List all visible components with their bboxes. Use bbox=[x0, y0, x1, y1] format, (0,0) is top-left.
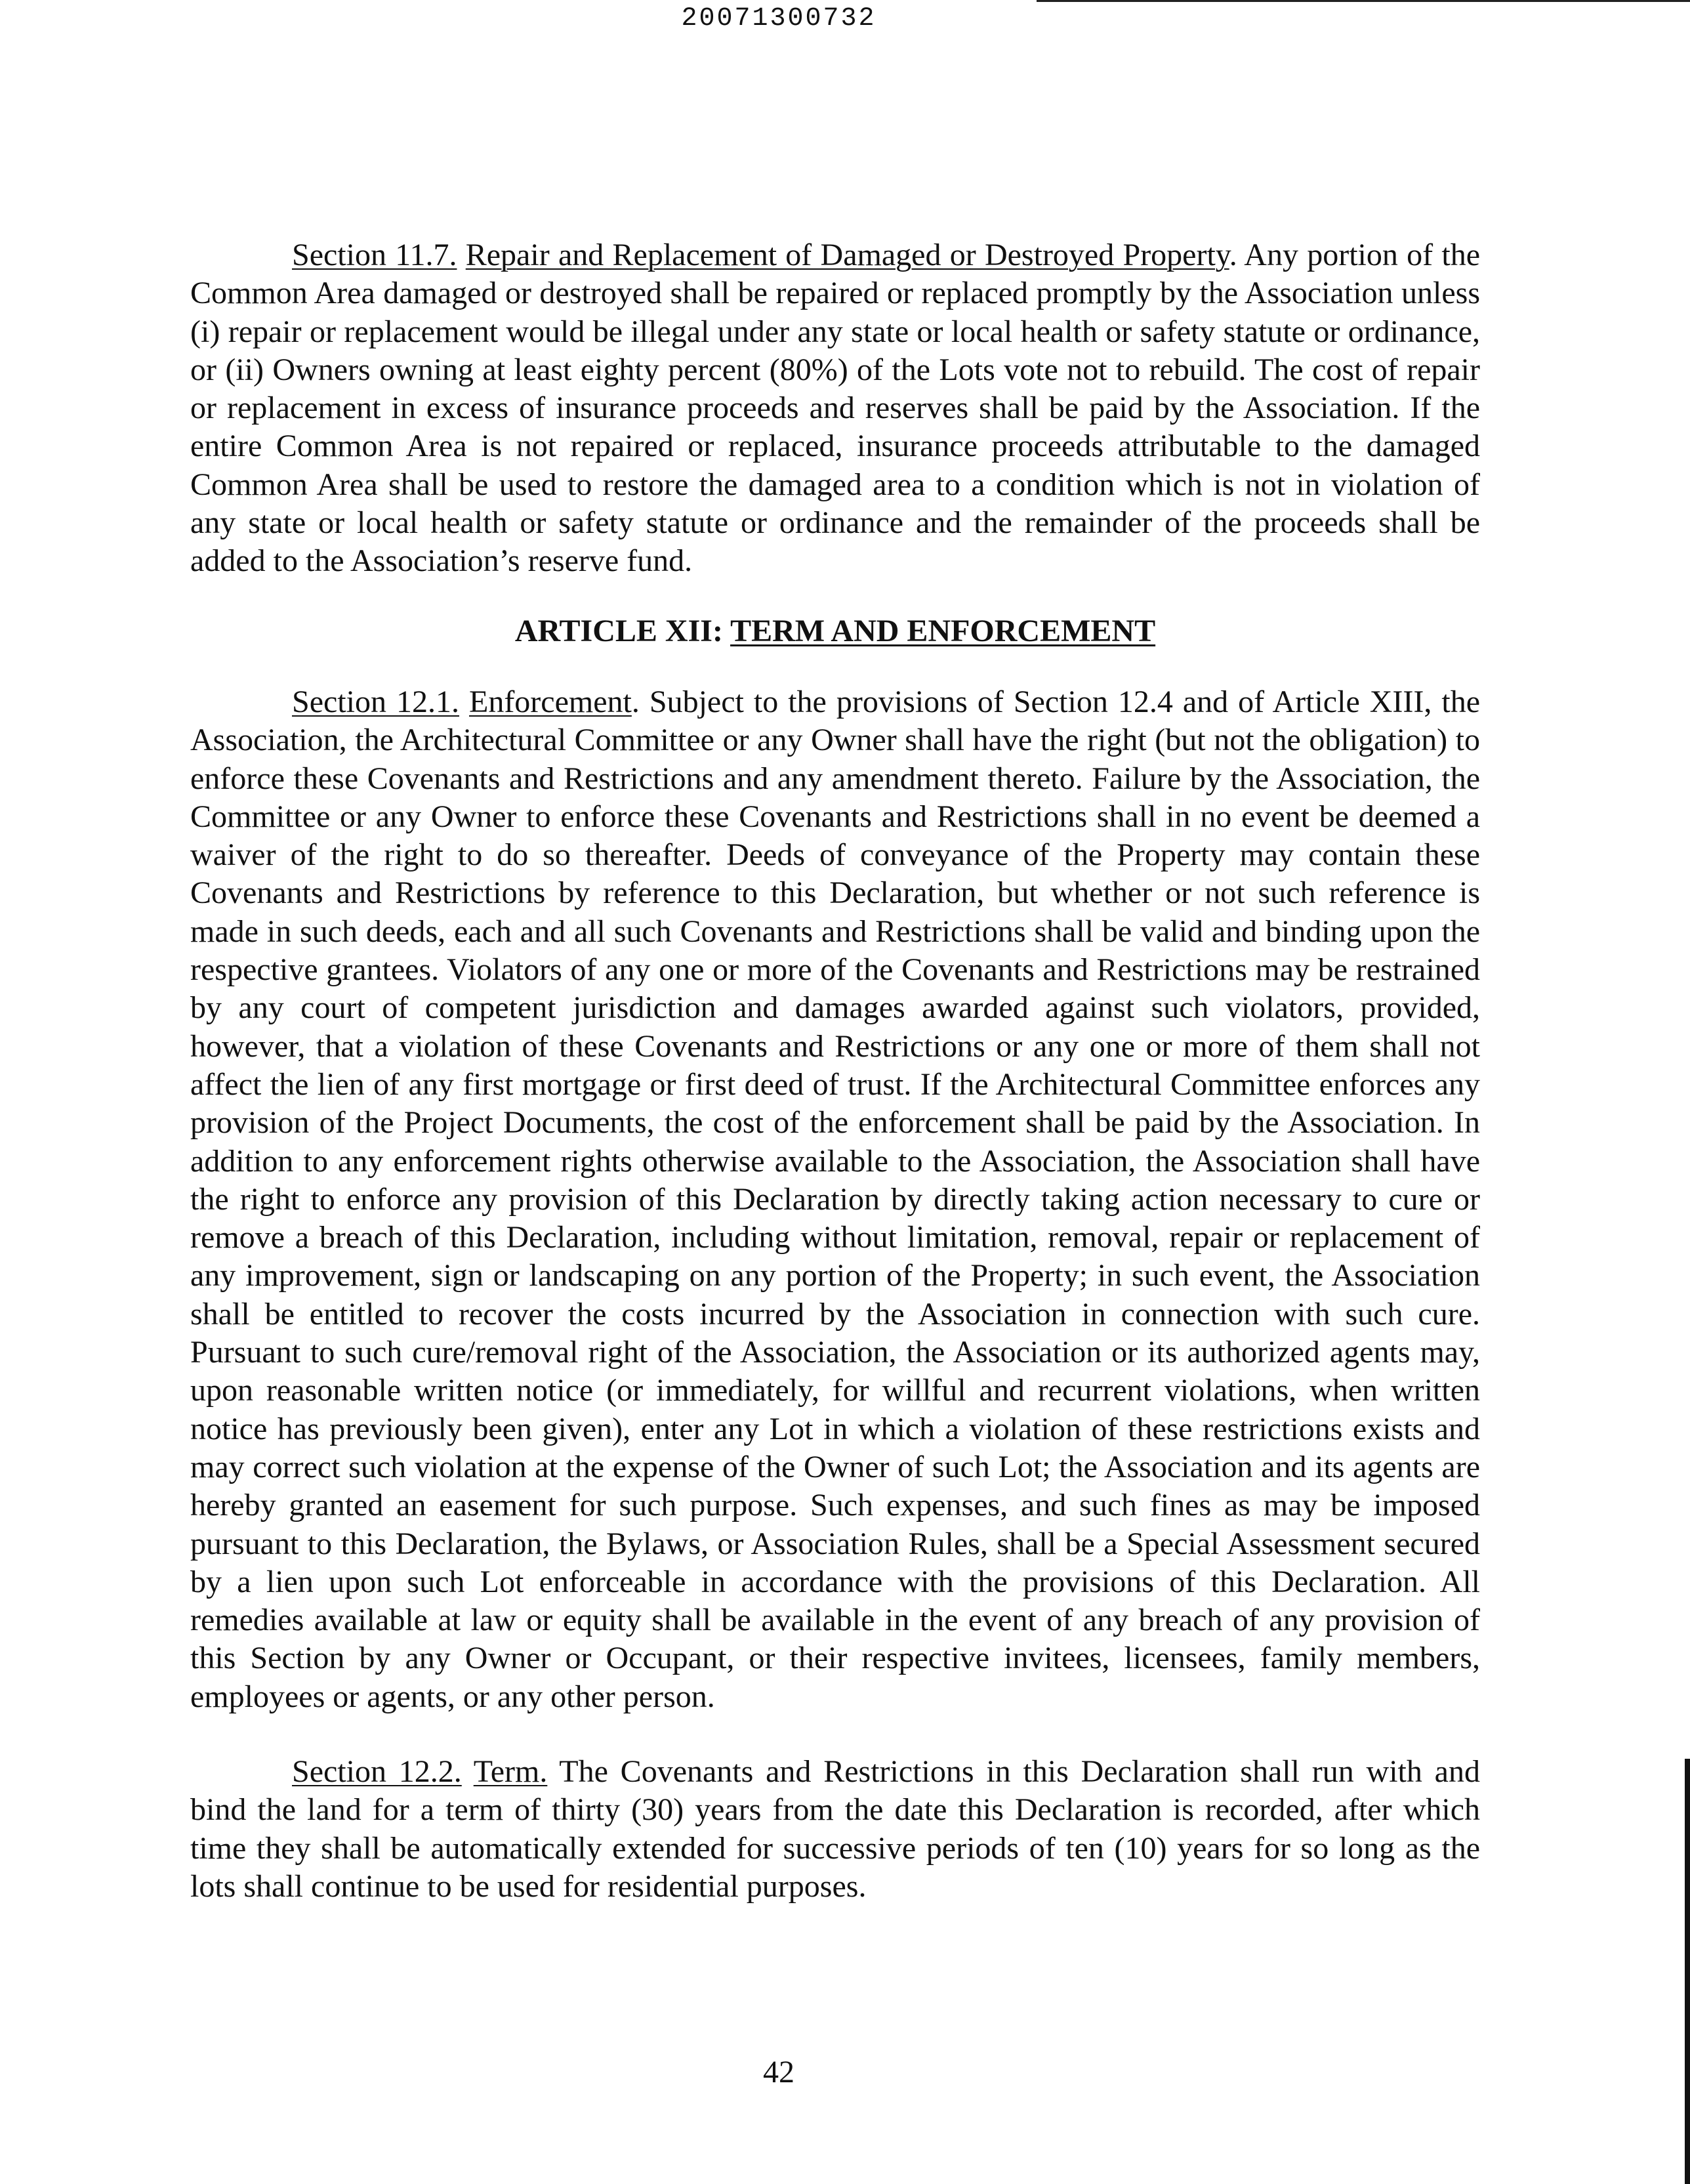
section-12-2-title: Term. bbox=[473, 1754, 548, 1789]
section-11-7 bbox=[190, 236, 1480, 581]
article-title: TERM AND ENFORCEMENT bbox=[730, 613, 1156, 648]
document-number: 20071300732 bbox=[681, 4, 876, 33]
page-content bbox=[190, 236, 1480, 1906]
section-12-2-label: Section 12.2. bbox=[292, 1754, 462, 1789]
top-scan-rule bbox=[1037, 0, 1690, 2]
section-11-7-body: . Any portion of the Common Area damaged or destroyed shall be repaired or replaced promptly by the Association unless (i) repair or replacement would be illegal under any state or local health or safety statute or ordinance, or (ii) Owners owning at least eighty percent (80%) of the Lots vote not to rebuild. The cost of repair or replacement in excess of insurance proceeds and reserves shall be paid by the Association. If the entire Common Area is not repaired or replaced, insurance proceeds attributable to the damaged Common Area shall be used to restore the damaged area to a condition which is not in violation of any state or local health or safety statute or ordinance and the remainder of the proceeds shall be added to the Association’s reserve fund. bbox=[190, 238, 1481, 579]
article-heading bbox=[190, 612, 1480, 650]
section-12-1-title: Enforcement bbox=[469, 684, 632, 719]
section-12-2 bbox=[190, 1753, 1480, 1906]
section-11-7-label: Section 11.7. bbox=[292, 238, 457, 272]
right-scan-edge bbox=[1685, 1759, 1690, 2184]
section-12-1-body: . Subject to the provisions of Section 12.4 and of Article XIII, the Association, the Architectural Committee or any Owner shall have the right (but not the obligation) to enforce these Covenants and Restrictions and any amendment thereto. Failure by the Association, the Committee or any Owner to enforce these Covenants and Restrictions shall in no event be deemed a waiver of the right to do so thereafter. Deeds of conveyance of the Property may contain these Covenants and Restrictions by reference to this Declaration, but whether or not such reference is made in such deeds, each and all such Covenants and Restrictions shall be valid and binding upon the respective grantees. Violators of any one or more of the Covenants and Restrictions may be restrained by any court of competent jurisdiction and damages awarded against such violators, provided, however, that a violation of these Covenants and Restrictions or any one or more of them shall not affect the lien of any first mortgage or first deed of trust. If the Architectural Committee enforces any provision of the Project Documents, the cost of the enforcement shall be paid by the Association. In addition to any enforcement rights otherwise available to the Association, the Association shall have the right to enforce any provision of this Declaration by directly taking action necessary to cure or remove a breach of this Declaration, including without limitation, removal, repair or replacement of any improvement, sign or landscaping on any portion of the Property; in such event, the Association shall be entitled to recover the costs incurred by the Association in connection with such cure. Pursuant to such cure/removal right of the Association, the Association or its authorized agents may, upon reasonable written notice (or immediately, for willful and recurrent violations, when written notice has previously been given), enter any Lot in which a violation of these restrictions exists and may correct such violation at the expense of the Owner of such Lot; the Association and its agents are hereby granted an easement for such purpose. Such expenses, and such fines as may be imposed pursuant to this Declaration, the Bylaws, or Association Rules, shall be a Special Assessment secured by a lien upon such Lot enforceable in accordance with the provisions of this Declaration. All remedies available at law or equity shall be available in the event of any breach of any provision of this Section by any Owner or Occupant, or their respective invitees, licensees, family members, employees or agents, or any other person. bbox=[190, 684, 1481, 1714]
section-12-1-label: Section 12.1. bbox=[292, 684, 459, 719]
paragraph-spacer bbox=[190, 1716, 1480, 1753]
section-11-7-title: Repair and Replacement of Damaged or Destroyed Property bbox=[465, 238, 1229, 272]
section-12-1 bbox=[190, 683, 1480, 1716]
article-number: ARTICLE XII: bbox=[514, 613, 723, 648]
page-number: 42 bbox=[763, 2055, 794, 2090]
section-12-2-body: The Covenants and Restrictions in this Declaration shall run with and bind the land for a term of thirty (30) years from the date this Declaration is recorded, after which time they shall be automatically extended for successive periods of ten (10) years for so long as the lots shall continue to be used for residential purposes. bbox=[190, 1754, 1480, 1904]
